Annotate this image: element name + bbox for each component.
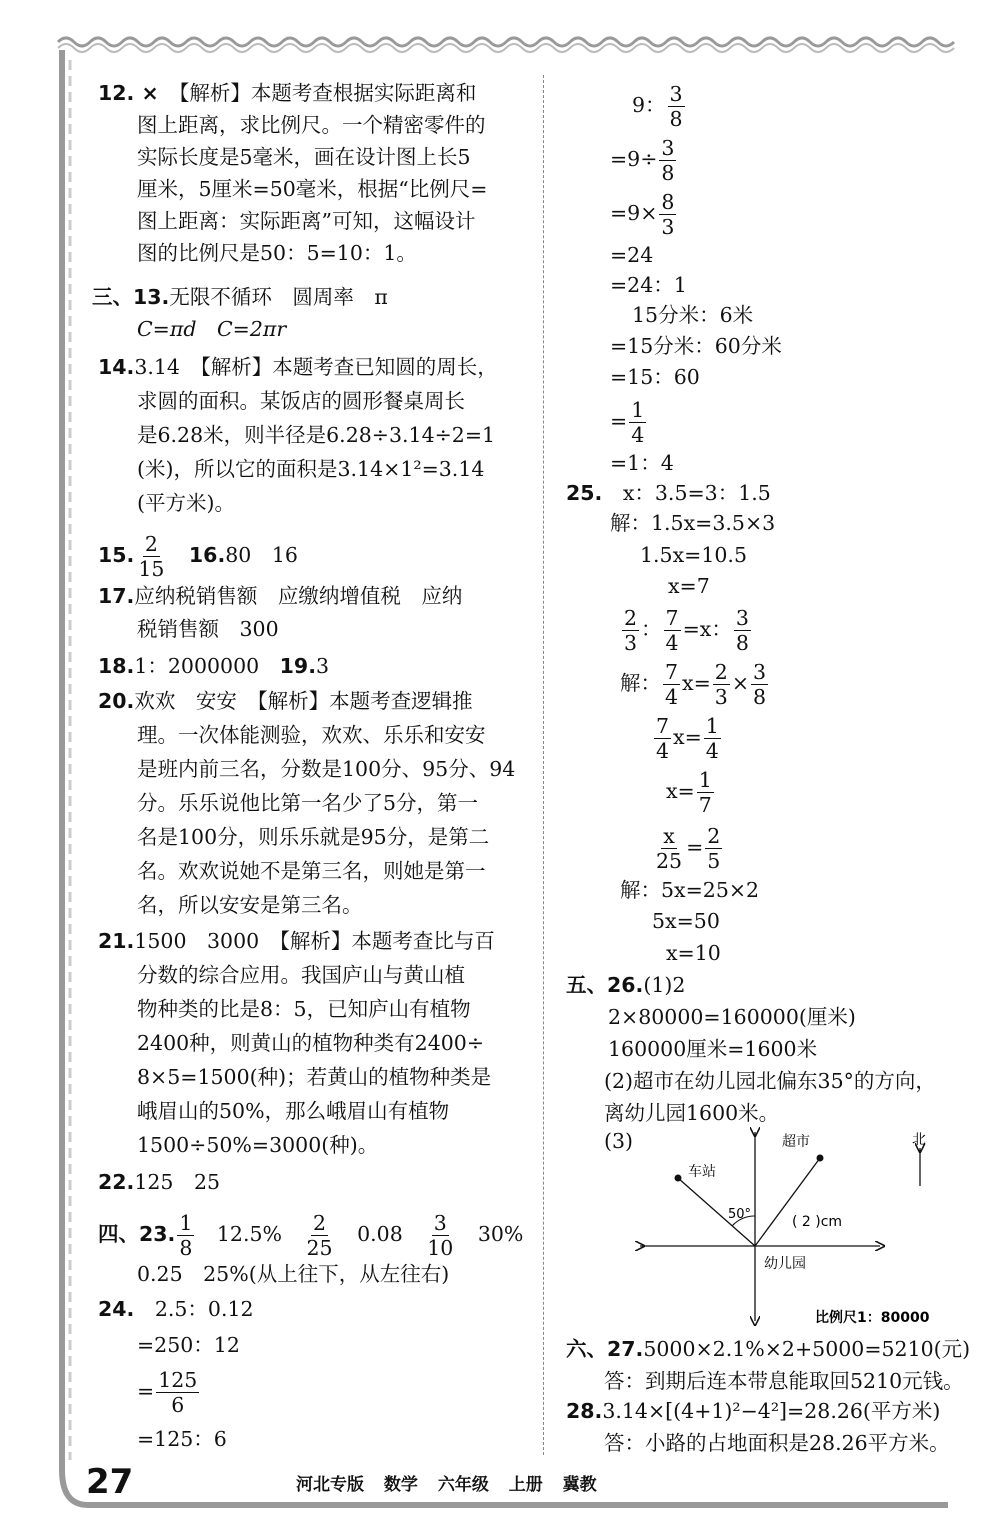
market-ray [755,1158,820,1246]
q27-line1: 六、27.5000×2.1%×2+5000=5210(元) [566,1337,971,1361]
q13-line1: 三、13.无限不循环 圆周率 π [92,285,388,309]
market-point [817,1155,824,1162]
q23-line2: 0.25 25%(从上往下，从左往右) [137,1262,450,1286]
q13-line2: C=πd C=2πr [137,317,287,341]
q26-line2: 2×80000=160000(厘米) [608,1005,856,1029]
q14-line3: 是6.28米，则半径是6.28÷3.14÷2=1 [137,423,496,447]
ra-line5: =24：1 [610,273,687,297]
market-label: 超市 [782,1134,810,1150]
q25-line2: 解：1.5x=3.5×3 [610,511,776,535]
q26-line5: 离幼儿园1600米。 [604,1101,780,1125]
q12-line4: 厘米，5厘米=50毫米，根据“比例尺= [137,177,488,201]
q15-16: 15. $\frac{2}{15}$ 16.80 16 [98,532,298,581]
q21-line4: 2400种，则黄山的植物种类有2400÷ [137,1031,485,1055]
q24-line1: 24. 2.5：0.12 [98,1297,254,1321]
q25-eq3-step2: 5x=50 [652,909,720,933]
q20-line3: 是班内前三名，分数是100分、95分、94 [137,757,516,781]
column-divider [543,75,544,1455]
q18-19: 18.1：2000000 19.3 [98,654,330,678]
ra-line4: =24 [610,243,654,267]
q12-line5: 图上距离：实际距离”可知，这幅设计 [137,209,476,233]
q28-line2: 答：小路的占地面积是28.26平方米。 [604,1431,950,1455]
q24-line2: =250：12 [137,1333,240,1357]
ra-line2: =9÷ $\frac{3}{8}$ [610,136,675,185]
q20-line6: 名。欢欢说她不是第三名，则她是第一 [137,859,486,883]
q26-line6: (3) [604,1129,634,1153]
q20-line5: 名是100分，则乐乐就是95分，是第二 [137,825,490,849]
direction-diagram [630,1126,970,1326]
q20-line2: 理。一次体能测验，欢欢、乐乐和安安 [137,723,486,747]
q21-line1: 21.1500 3000 【解析】本题考查比与百 [98,929,495,953]
q26-line4: (2)超市在幼儿园北偏东35°的方向， [604,1069,936,1093]
q25-line3: 1.5x=10.5 [640,543,747,567]
distance-label: ( 2 )cm [792,1214,843,1230]
q14-line1: 14.3.14 【解析】本题考查已知圆的周长， [98,355,498,379]
north-label: 北 [912,1132,926,1148]
q21-line5: 8×5=1500(种)；若黄山的植物种类是 [137,1065,492,1089]
q17-line1: 17.应纳税销售额 应缴纳增值税 应纳 [98,584,463,608]
q26-line1: 五、26.(1)2 [566,973,686,997]
q25-eq2-step1: 解： $\frac{7}{4}$ x= $\frac{2}{3}$ × $\frac{3}{8}$ [620,660,767,709]
q14-line2: 求圆的面积。某饭店的圆形餐桌周长 [137,389,465,413]
q25-eq3-step3: x=10 [666,941,721,965]
page-number: 27 [86,1462,134,1502]
q24-line4: =125：6 [137,1427,227,1451]
q24-line3: = $\frac{125}{6}$ [137,1368,198,1417]
q17-line2: 税销售额 300 [137,617,279,641]
q25-eq2-step2: $\frac{7}{4}$ x= $\frac{1}{4}$ [656,714,719,763]
angle-label: 50° [728,1207,752,1222]
q27-line2: 答：到期后连本带息能取回5210元钱。 [604,1369,964,1393]
ra-line3: =9× $\frac{8}{3}$ [610,190,675,239]
q25-eq2-step3: x= $\frac{1}{7}$ [666,768,712,817]
station-point [675,1175,682,1182]
q25-eq2: $\frac{2}{3}$ ： $\frac{7}{4}$ =x： $\frac{3}{8}$ [624,606,749,655]
q25-eq3: $\frac{x}{25}$ = $\frac{2}{5}$ [656,824,721,873]
q21-line2: 分数的综合应用。我国庐山与黄山植 [137,963,465,987]
q14-line4: (米)，所以它的面积是3.14×1²=3.14 [137,457,485,481]
ra-line6: 15分米：6米 [632,303,754,327]
q26-line3: 160000厘米=1600米 [608,1037,818,1061]
ra-line7: =15分米：60分米 [610,334,782,358]
center-label: 幼儿园 [764,1256,806,1272]
ra-line10: =1：4 [610,451,674,475]
q21-line6: 峨眉山的50%，那么峨眉山有植物 [137,1099,450,1123]
q25-eq3-step1: 解：5x=25×2 [620,878,760,902]
ra-line8: =15：60 [610,365,700,389]
q22: 22.125 25 [98,1170,221,1194]
q12-line6: 图的比例尺是50：5=10：1。 [137,241,417,265]
q20-line7: 名，所以安安是第三名。 [137,893,363,917]
q23-line1: 四、23. $\frac{1}{8}$ 12.5% $\frac{2}{25}$ 0.08 $\frac{3}{10}$ 30% [98,1211,524,1260]
q21-line3: 物种类的比是8：5，已知庐山有植物 [137,997,471,1021]
q12-line2: 图上距离，求比例尺。一个精密零件的 [137,113,486,137]
q28-line1: 28.3.14×[(4+1)²−4²]=28.26(平方米) [566,1399,941,1423]
q12-line3: 实际长度是5毫米，画在设计图上长5 [137,145,471,169]
footer-text: 河北专版 数学 六年级 上册 冀教 [296,1475,597,1495]
q12-line1: 12. × 【解析】本题考查根据实际距离和 [98,81,477,105]
ra-line1: 9： $\frac{3}{8}$ [632,82,683,131]
scale-label: 比例尺1：80000 [815,1310,930,1326]
q20-line4: 分。乐乐说他比第一名少了5分，第一 [137,791,479,815]
q21-line7: 1500÷50%=3000(种)。 [137,1133,379,1157]
ra-line9: = $\frac{1}{4}$ [610,398,645,447]
station-label: 车站 [688,1164,716,1180]
q14-line5: (平方米)。 [137,491,235,515]
q25-line1: 25. x：3.5=3：1.5 [566,481,771,505]
q20-line1: 20.欢欢 安安 【解析】本题考查逻辑推 [98,689,473,713]
q25-line4: x=7 [668,574,710,598]
